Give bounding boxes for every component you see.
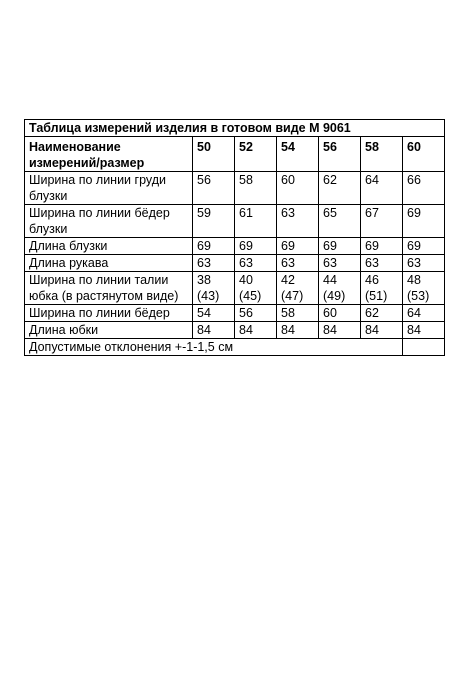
measurement-name-cell [25, 272, 193, 305]
size-header-cell: 58 [361, 137, 403, 172]
measurement-value: 84 [323, 323, 337, 337]
table-title: Таблица измерений изделия в готовом виде М 9061 [25, 120, 445, 137]
measurement-value: 58 [239, 173, 253, 187]
table-row [25, 205, 445, 238]
size-header-cell: 56 [319, 137, 361, 172]
header-label-line: измерений/размер [29, 156, 145, 170]
measurement-value-cell [403, 322, 445, 339]
measurement-value-cell [319, 255, 361, 272]
measurement-value-cell [277, 238, 319, 255]
measurement-value: 69 [281, 239, 295, 253]
measurement-name-cell [25, 305, 193, 322]
table-title-row [25, 120, 445, 137]
measurement-value: 44 [323, 273, 337, 287]
measurement-value-cell [235, 322, 277, 339]
measurement-value-cell [403, 305, 445, 322]
measurement-value: 67 [365, 206, 379, 220]
measurement-value-cell [193, 305, 235, 322]
measurement-value: 59 [197, 206, 211, 220]
measurement-value-cell [277, 255, 319, 272]
measurement-value-cell [319, 272, 361, 305]
measurement-value-stretched: (51) [365, 289, 388, 303]
measurement-value: 56 [239, 306, 253, 320]
measurement-value: 60 [323, 306, 337, 320]
measurement-value-cell [361, 272, 403, 305]
measurement-name-line: Ширина по линии талии [29, 273, 169, 287]
table-row [25, 255, 445, 272]
table-row [25, 322, 445, 339]
measurement-name-line: Длина рукава [29, 256, 109, 270]
measurement-value-cell [319, 305, 361, 322]
measurement-name-line: Ширина по линии бёдер [29, 306, 170, 320]
measurement-value: 63 [239, 256, 253, 270]
measurement-value: 58 [281, 306, 295, 320]
measurement-value-cell [361, 305, 403, 322]
measurement-value-cell [361, 172, 403, 205]
measurement-value-cell [319, 205, 361, 238]
measurement-value-cell [361, 205, 403, 238]
measurement-value: 69 [365, 239, 379, 253]
table-row [25, 272, 445, 305]
measurement-value: 64 [407, 306, 421, 320]
size-header-cell: 50 [193, 137, 235, 172]
measurement-value: 62 [323, 173, 337, 187]
measurement-value: 38 [197, 273, 211, 287]
measurement-value-cell [235, 238, 277, 255]
measurement-name-cell [25, 172, 193, 205]
measurement-value-stretched: (45) [239, 289, 262, 303]
measurement-value-cell [319, 172, 361, 205]
measurement-table-sheet [24, 119, 444, 356]
measurement-name-line: блузки [29, 222, 68, 236]
measurement-value: 63 [281, 256, 295, 270]
measurement-value-stretched: (49) [323, 289, 346, 303]
measurement-value-cell [193, 238, 235, 255]
measurement-value-cell [403, 172, 445, 205]
table-header-row [25, 137, 445, 172]
measurement-name-cell [25, 255, 193, 272]
measurement-table-body [25, 120, 445, 356]
measurement-value-cell [193, 172, 235, 205]
measurement-value-cell [235, 205, 277, 238]
measurement-name-cell [25, 238, 193, 255]
measurement-value: 64 [365, 173, 379, 187]
measurement-value-cell [403, 272, 445, 305]
measurement-table [24, 119, 445, 356]
measurement-value-stretched: (53) [407, 289, 430, 303]
measurement-value-stretched: (47) [281, 289, 304, 303]
measurement-value-cell [235, 305, 277, 322]
measurement-value-cell [193, 272, 235, 305]
table-row [25, 172, 445, 205]
measurement-value-cell [361, 255, 403, 272]
measurement-name-line: Ширина по линии бёдер [29, 206, 170, 220]
measurement-value: 66 [407, 173, 421, 187]
measurement-value: 84 [407, 323, 421, 337]
measurement-value-cell [193, 255, 235, 272]
measurement-value-cell [193, 322, 235, 339]
measurement-value-cell [403, 205, 445, 238]
measurement-value-cell [319, 322, 361, 339]
measurement-value: 69 [407, 206, 421, 220]
measurement-value-cell [235, 272, 277, 305]
measurement-value: 84 [239, 323, 253, 337]
measurement-value-cell [361, 322, 403, 339]
measurement-name-line: Ширина по линии груди [29, 173, 166, 187]
measurement-value: 56 [197, 173, 211, 187]
measurement-value: 63 [407, 256, 421, 270]
measurement-value-cell [277, 272, 319, 305]
measurement-value-cell [235, 172, 277, 205]
measurement-value: 61 [239, 206, 253, 220]
measurement-value: 84 [197, 323, 211, 337]
table-row [25, 305, 445, 322]
size-header-cell: 60 [403, 137, 445, 172]
header-label-cell [25, 137, 193, 172]
tolerance-note: Допустимые отклонения +-1-1,5 см [25, 339, 403, 356]
measurement-name-line: Длина блузки [29, 239, 108, 253]
measurement-value: 48 [407, 273, 421, 287]
measurement-value-cell [277, 172, 319, 205]
measurement-value-cell [277, 205, 319, 238]
measurement-value: 84 [281, 323, 295, 337]
measurement-name-line: Длина юбки [29, 323, 99, 337]
measurement-value: 84 [365, 323, 379, 337]
measurement-name-cell [25, 205, 193, 238]
measurement-value: 54 [197, 306, 211, 320]
measurement-value-cell [235, 255, 277, 272]
measurement-name-line: юбка (в растянутом виде) [29, 289, 179, 303]
tolerance-row [25, 339, 445, 356]
measurement-value: 63 [323, 256, 337, 270]
measurement-value-cell [277, 322, 319, 339]
measurement-value: 69 [323, 239, 337, 253]
measurement-value-cell [403, 255, 445, 272]
measurement-value: 69 [239, 239, 253, 253]
header-label-line: Наименование [29, 140, 121, 154]
measurement-value: 42 [281, 273, 295, 287]
measurement-name-line: блузки [29, 189, 68, 203]
measurement-value-cell [319, 238, 361, 255]
measurement-value-cell [193, 205, 235, 238]
measurement-name-cell [25, 322, 193, 339]
measurement-value-cell [403, 238, 445, 255]
empty-cell [403, 339, 445, 356]
measurement-value: 69 [407, 239, 421, 253]
measurement-value-stretched: (43) [197, 289, 220, 303]
measurement-value: 63 [281, 206, 295, 220]
size-header-cell: 52 [235, 137, 277, 172]
table-row [25, 238, 445, 255]
measurement-value: 69 [197, 239, 211, 253]
measurement-value: 63 [365, 256, 379, 270]
measurement-value: 65 [323, 206, 337, 220]
measurement-value: 60 [281, 173, 295, 187]
measurement-value: 62 [365, 306, 379, 320]
measurement-value: 40 [239, 273, 253, 287]
measurement-value: 46 [365, 273, 379, 287]
size-header-cell: 54 [277, 137, 319, 172]
measurement-value-cell [277, 305, 319, 322]
measurement-value-cell [361, 238, 403, 255]
measurement-value: 63 [197, 256, 211, 270]
